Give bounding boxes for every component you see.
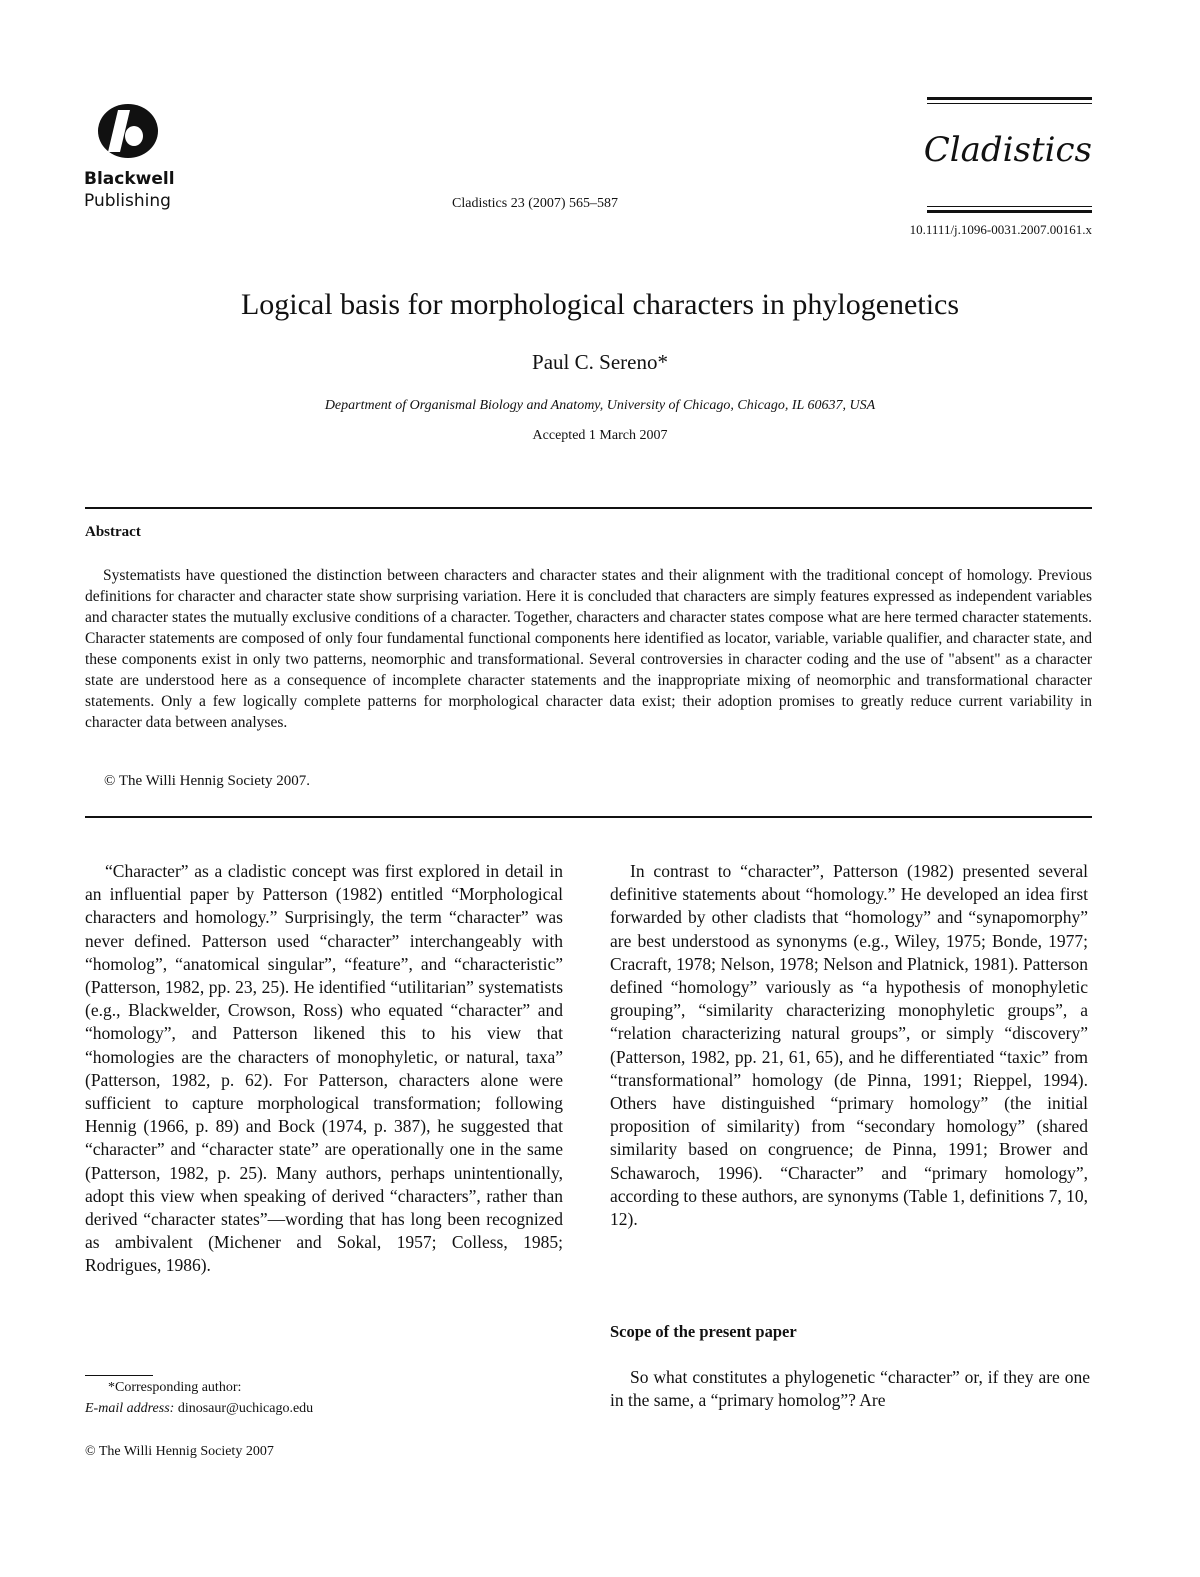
journal-name: Cladistics <box>923 130 1092 170</box>
email-address[interactable]: dinosaur@uchicago.edu <box>177 1401 314 1416</box>
abstract-heading: Abstract <box>85 524 141 540</box>
journal-citation: Cladistics 23 (2007) 565–587 <box>452 196 619 211</box>
article-title: Logical basis for morphological characters in phylogenetics <box>240 288 960 321</box>
abstract-body: Systematists have questioned the distinction between characters and character states and their alignment with the traditional concept of homology. Previous definitions for character and character state show surprising variation. Here it is concluded that characters are simply features expressed as independent variables and character states the mutually exclusive conditions of a character. Together, characters and character states compose what are here termed character statements. Character statements are composed of only four fundamental functional components here identified as locator, variable, variable qualifier, and character state, and these components exist in only two patterns, neomorphic and transformational. Several controversies in character coding and the use of "absent" as a character state are understood here as a consequence of incomplete character statements and the inappropriate mixing of neomorphic and transformational character statements. Only a few logically complete patterns for morphological character data exist; their adoption promises to greatly reduce current variability in character data between analyses. <box>85 567 1092 731</box>
publisher-line1: Blackwell <box>84 169 175 189</box>
abstract-copyright: © The Willi Hennig Society 2007. <box>104 773 311 789</box>
abstract-bottom-rule <box>85 816 1092 818</box>
email-line <box>85 1401 313 1417</box>
publisher-name <box>84 168 175 212</box>
body-paragraph-left: “Character” as a cladistic concept was first explored in detail in an influential paper by Patterson (1982) entitled “Morphological characters and homology.” Surprisingly, the term “character” was never defined. Patterson used “character” interchangeably with “homolog”, “anatomical singular”, “feature”, and “characteristic” (Patterson, 1982, pp. 23, 25). He identified “utilitarian” systematists (e.g., Blackwelder, Crowson, Ross) who equated “character” and “homology”, and Patterson likened this to his view that “homologies are the characters of monophyletic, or natural, taxa” (Patterson, 1982, p. 62). For Patterson, characters alone were sufficient to capture morphological transformation; following Hennig (1966, p. 89) and Bock (1974, p. 387), he suggested that “character” and “character state” are operationally one in the same (Patterson, 1982, p. 25). Many authors, perhaps unintentionally, adopt this view when speaking of derived “characters”, rather than derived “character states”—wording that has long been recognized as ambivalent (Michener and Sokal, 1957; Colless, 1985; Rodrigues, 1986). <box>85 861 563 1276</box>
body-paragraph-right: In contrast to “character”, Patterson (1982) presented several definitive statements about “homology.” He developed an idea first forwarded by other cladists that “homology” and “synapomorphy” are best understood as synonyms (e.g., Wiley, 1975; Bonde, 1977; Cracraft, 1978; Nelson, 1978; Nelson and Platnick, 1981). Patterson defined “homology” variously as “a hypothesis of monophyletic grouping”, “similarity characterizing monophyletic groups”, a “relation characterizing natural groups”, or simply “discovery” (Patterson, 1982, pp. 21, 61, 65), and he differentiated “taxic” from “transformational” homology (de Pinna, 1991; Rieppel, 1994). Others have distinguished “primary homology” (the initial proposition of similarity) from “secondary homology” (shared similarity based on congruence; de Pinna, 1991; Brower and Schawaroch, 1996). “Character” and “primary homology”, according to these authors, are synonyms (Table 1, definitions 7, 10, 12). <box>610 861 1088 1230</box>
doi: 10.1111/j.1096-0031.2007.00161.x <box>909 222 1092 237</box>
accepted-date: Accepted 1 March 2007 <box>532 428 668 443</box>
left-column <box>85 860 563 1278</box>
section-paragraph: So what constitutes a phylogenetic “character” or, if they are one in the same, a “primary homolog”? Are <box>610 1367 1090 1411</box>
journal-rule-top <box>927 97 1092 104</box>
footnote-rule <box>85 1375 153 1376</box>
right-column <box>610 860 1088 1231</box>
corresponding-author-note: *Corresponding author: <box>108 1380 242 1395</box>
publisher-line2: Publishing <box>84 191 171 211</box>
author-affiliation: Department of Organismal Biology and Anatomy, University of Chicago, Chicago, IL 60637, USA <box>324 398 876 413</box>
blackwell-logo-icon <box>96 102 160 160</box>
journal-rule-bottom <box>927 206 1092 213</box>
section-heading: Scope of the present paper <box>610 1322 797 1341</box>
abstract-top-rule <box>85 507 1092 509</box>
email-label: E-mail address: <box>85 1401 175 1416</box>
author-name: Paul C. Sereno* <box>532 350 668 374</box>
footer-copyright: © The Willi Hennig Society 2007 <box>85 1444 274 1459</box>
